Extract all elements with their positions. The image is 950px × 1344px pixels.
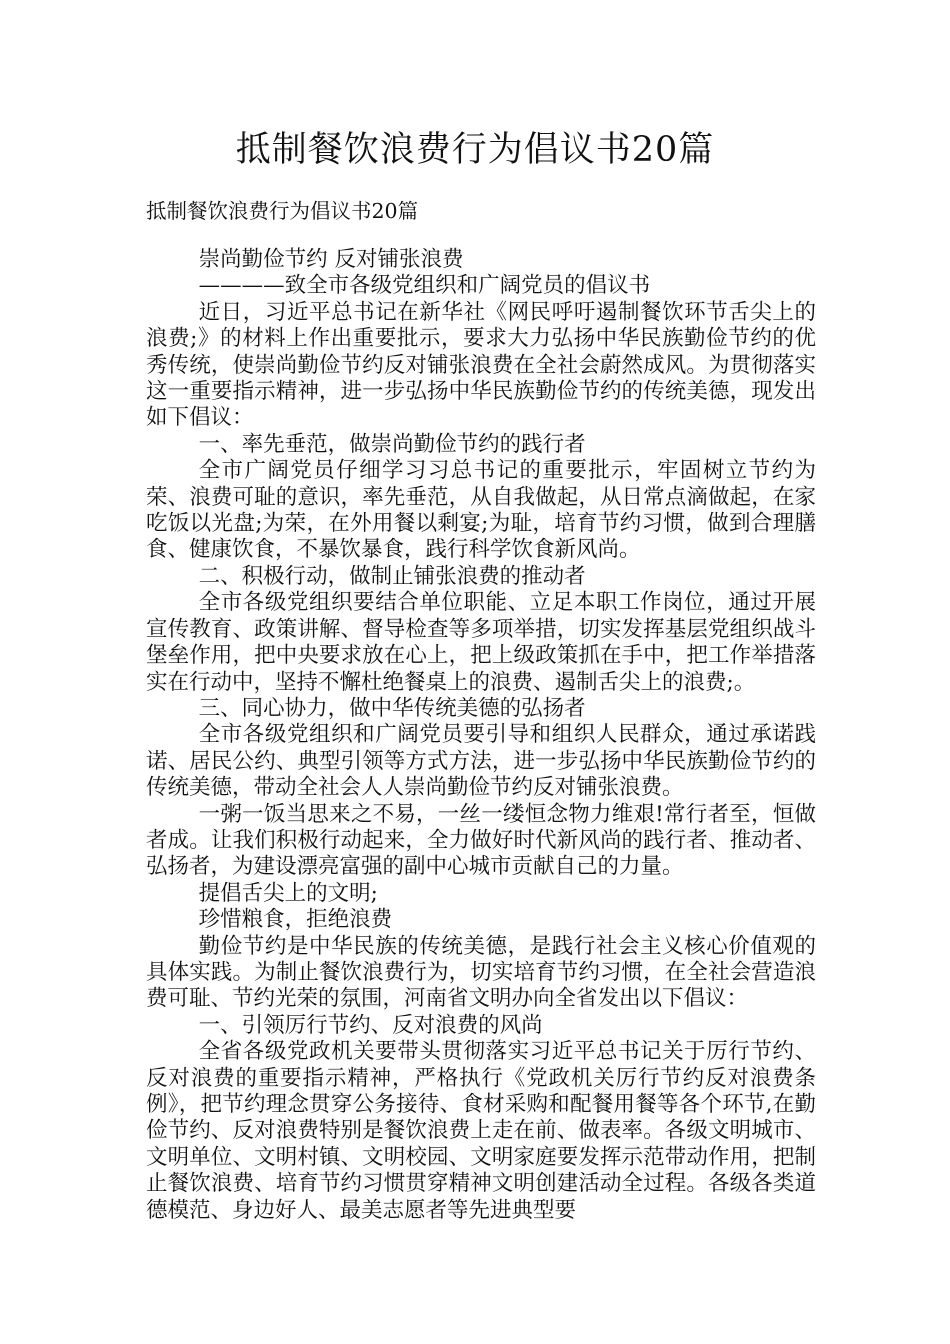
document-subtitle: 抵制餐饮浪费行为倡议书20篇: [146, 199, 419, 223]
paragraph: 全市各级党组织要结合单位职能、立足本职工作岗位，通过开展宣传教育、政策讲解、督导检查等多项举措，切实发挥基层党组织战斗堡垒作用，把中央要求放在心上，把上级政策抓在手中，把工作举措落实在行动中，坚持不懈杜绝餐桌上的浪费、遏制舌尖上的浪费;。: [146, 590, 816, 695]
paragraph: 珍惜粮食，拒绝浪费: [198, 907, 393, 933]
document-body: [146, 247, 816, 1224]
paragraph: 一、率先垂范，做崇尚勤俭节约的践行者: [198, 431, 586, 457]
paragraph: 一、引领厉行节约、反对浪费的风尚: [198, 1012, 543, 1038]
paragraph: 全市各级党组织和广阔党员要引导和组织人民群众，通过承诺践诺、居民公约、典型引领等方式方法，进一步弘扬中华民族勤俭节约的传统美德，带动全社会人人崇尚勤俭节约反对铺张浪费。: [146, 722, 816, 801]
paragraph: 一粥一饭当思来之不易，一丝一缕恒念物力维艰!常行者至，恒做者成。让我们积极行动起来，全力做好时代新风尚的践行者、推动者、弘扬者，为建设漂亮富强的副中心城市贡献自己的力量。: [146, 801, 816, 880]
paragraph: 三、同心协力，做中华传统美德的弘扬者: [198, 695, 586, 721]
paragraph: ————致全市各级党组织和广阔党员的倡议书: [198, 273, 651, 299]
paragraph: 近日，习近平总书记在新华社《网民呼吁遏制餐饮环节舌尖上的浪费;》的材料上作出重要批示，要求大力弘扬中华民族勤俭节约的优秀传统，使崇尚勤俭节约反对铺张浪费在全社会蔚然成风。为贯彻落实这一重要指示精神，进一步弘扬中华民族勤俭节约的传统美德，现发出如下倡议：: [146, 299, 816, 431]
paragraph: 提倡舌尖上的文明;: [198, 880, 378, 906]
paragraph: 勤俭节约是中华民族的传统美德，是践行社会主义核心价值观的具体实践。为制止餐饮浪费行为，切实培育节约习惯，在全社会营造浪费可耻、节约光荣的氛围，河南省文明办向全省发出以下倡议：: [146, 933, 816, 1012]
paragraph: 二、积极行动，做制止铺张浪费的推动者: [198, 563, 586, 589]
document-title: 抵制餐饮浪费行为倡议书20篇: [235, 130, 715, 170]
paragraph: 崇尚勤俭节约 反对铺张浪费: [198, 247, 464, 272]
paragraph: 全市广阔党员仔细学习习总书记的重要批示，牢固树立节约为荣、浪费可耻的意识，率先垂范，从自我做起，从日常点滴做起，在家吃饭以光盘;为荣，在外用餐以剩宴;为耻，培育节约习惯，做到合理膳食、健康饮食，不暴饮暴食，践行科学饮食新风尚。: [146, 458, 816, 563]
paragraph: 全省各级党政机关要带头贯彻落实习近平总书记关于厉行节约、反对浪费的重要指示精神，严格执行《党政机关厉行节约反对浪费条例》，把节约理念贯穿公务接待、食材采购和配餐用餐等各个环节,在勤俭节约、反对浪费特别是餐饮浪费上走在前、做表率。各级文明城市、文明单位、文明村镇、文明校园、文明家庭要发挥示范带动作用，把制止餐饮浪费、培育节约习惯贯穿精神文明创建活动全过程。各级各类道德模范、身边好人、最美志愿者等先进典型要: [146, 1039, 816, 1223]
